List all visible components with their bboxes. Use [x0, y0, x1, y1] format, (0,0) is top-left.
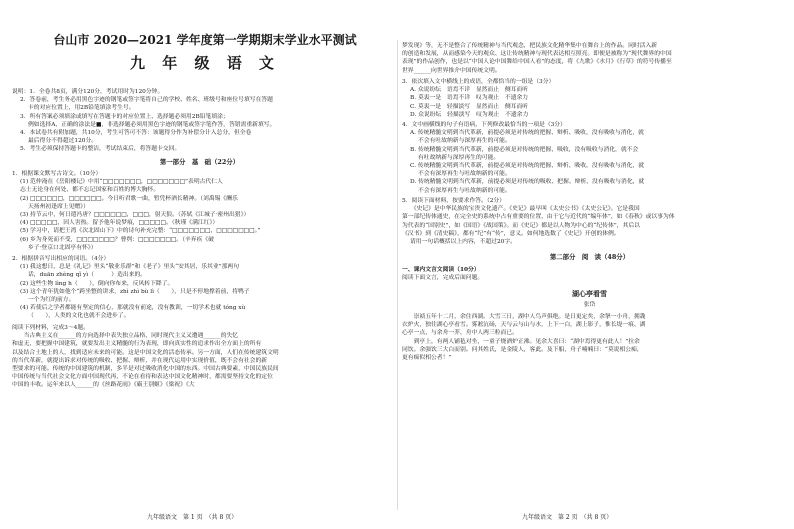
question-line: (3) 这个青年犹如他个“跨坐整的讲求，zhì zhì bù lì（ ），只是不停地撑着前，将鸭子 — [20, 288, 250, 295]
option-c: C. 莫衷一是 轻描淡写 显然而止 侧耳而听 — [410, 103, 529, 110]
question-2 — [12, 255, 387, 321]
question-line: (1) 我这想日，总是《礼记》里头“敬业乐群”和《老子》里头“安其居，乐其业”那两句 — [20, 264, 240, 271]
question-line: （ ），人类的文化也就不会进步了。 — [28, 313, 130, 320]
part-instruction: 阅读下面文言，完成后面问题。 — [402, 275, 484, 282]
part-title: 一、课内文言文阅读（10分） — [402, 267, 480, 273]
option-d: D. 众说纷纭 轻描淡写 叹为观止 不遗余力 — [410, 111, 529, 118]
reading-line: 世界______向世界推介中国传统文明。 — [402, 67, 501, 74]
option-a: A. 传统精髓文明到当代革新，前提必须是对传统的把握、辩析、吸收，没有吸收与消化，就 — [410, 130, 644, 137]
question-line: 1．根据课文默写古诗文。（10分） — [12, 171, 102, 177]
note-line: 4．本试卷共有附加题，共10分，考生可答可不答：该题得分作为补偿分计入总分，但全卷 — [20, 129, 252, 136]
option-a: A. 众说纷纭 语焉不详 显然而止 侧耳而听 — [410, 87, 529, 94]
question-line: 为代表的“国别史”，如《国语》《战国策》。而《史记》都是以人物为中心的“纪传体”，其后以 — [402, 222, 640, 229]
question-3 — [402, 78, 777, 119]
option-b: B. 莫衷一是 语焉不详 叹为观止 不遗余力 — [410, 95, 529, 102]
passage-line: 同饮。余强饮三大白而别。问其姓氏，是金陵人，客此。及下船，舟子喃喃曰：“莫说相公痴， — [402, 346, 643, 353]
question-1 — [12, 170, 387, 252]
reading-continued — [402, 42, 777, 75]
subject-title: 九 年 级 语 文 — [130, 54, 280, 72]
reading-line: 当古典主义在______的方向选择中表失独立品格，同时现代主义又遭遇______的失忆 — [12, 333, 239, 340]
page-divider — [397, 40, 398, 510]
question-line: (5) 学习中，请把王湾《次北固山下》中的诗句补充完整：“□□□□□□□，□□□□□□□。” — [20, 228, 261, 235]
question-line: 话，duān zhèng qǐ yì（ ）造出来的。 — [28, 272, 147, 279]
question-line: 5．阅读下面材料，按要求作答。（2分） — [402, 198, 506, 204]
part-1-heading — [402, 266, 777, 282]
reading-line: 表现”的作品创作，也是以“中国人论中国舞给中国人看”的态度，将《九歌》《水月》《行草》的符号传播至 — [402, 59, 672, 66]
section-heading-reading: 第二部分 阅 读（48分） — [549, 253, 630, 261]
question-line: 请用一句话概括以上内容，不超过20字。 — [410, 238, 516, 245]
option-c-cont: 不会有深厚再生与吐故纳新的可能。 — [418, 171, 511, 178]
right-page — [402, 0, 777, 529]
reading-line: 阅读下列材料，完成3～4题。 — [12, 325, 89, 331]
question-line: 《史记》是中华民族的宝贵文化遗产。《史记》最早叫《太史公书》《太史公记》。它是我国 — [402, 206, 640, 213]
question-line: (3) 持节云中，何日遣冯唐？□□□□□□，□□□，射天狼。（苏轼《江城子·密州出猎》） — [20, 211, 250, 218]
passage-title: 湖心亭看雪 — [572, 289, 607, 298]
option-d: D. 传统精髓文明到当代革新，前提必须是对传统的吸收、把握、辩析，没有吸收与消化，就 — [410, 179, 645, 186]
page-footer: 九年级语文 第 1 页 （共 8 页） — [147, 514, 238, 521]
question-line: 志士无论身在何处，都不忘记国家和百姓的博大胸怀。 — [20, 187, 160, 194]
note-line: 最后得分不得超过120分。 — [28, 138, 98, 145]
question-4 — [402, 121, 777, 195]
reading-material — [12, 324, 387, 390]
question-line: 3．依次填入文中横线上的成语，全都恰当的一组是（3分） — [402, 79, 555, 85]
note-line: 3．所有答案必须填涂或填写在答题卡的对应位置上，选择题必须用2B铅笔填涂； — [20, 113, 229, 120]
question-line: 第一部纪传体通史，在完全史的系统中占有重要的位置，由于它与近代的“编年体”，如《春秋》或以事为体 — [402, 214, 675, 221]
option-b: B. 传统精髓文明到当代革新，前提必须是对传统的把握、吸收，没有吸收与消化，就不会 — [410, 146, 639, 153]
passage-line: 心亭一点，与余舟一芥，舟中人两三粒而已。 — [402, 330, 518, 337]
reading-line: 中国传统与当代社会文化方面中国现代再，不论在看待和表达中国文化精神时，都需要坚持文化的定位 — [12, 374, 273, 381]
note-line: 例如选择A，正确的涂法是■，非选择题必须用黑色字迹的钢笔或签字笔作答，答错需重新填写。 — [28, 121, 276, 128]
question-line: (6) 乡为身死而不受，□□□□□□□？曹刿：□□□□□□□。（辛弃疾《破 — [20, 236, 214, 243]
question-5 — [402, 197, 777, 246]
question-line: (4) □□□□□，因人害热。留予他年说梦痕，□□□□□。（秋瑾《满江红》） — [20, 220, 219, 227]
question-line: 2．根据拼音写出相应的词语。（4分） — [12, 256, 110, 262]
note-line: 卡的对应位置上，用2B铅笔填涂考生号。 — [28, 105, 135, 112]
question-line: (1) 范仲淹在《岳阳楼记》中用“□□□□□□□，□□□□□□□”表明古代仁人 — [20, 179, 223, 186]
passage-line: 崇祯五年十二月，余住西湖。大雪三日，湖中人鸟声俱绝。是日更定矣，余拏一小舟，拥毳 — [402, 314, 646, 320]
passage-line: 到亭上，有两人铺毡对坐，一童子烧酒炉正沸。见余大喜曰：“湖中焉得更有此人！”拉余 — [402, 338, 640, 345]
note-line: 2．答卷前，考生务必用黑色字迹的钢笔或签字笔将自己的学校、姓名、班级号和座位号填写在答题 — [20, 97, 273, 104]
left-page — [12, 0, 387, 529]
option-d-cont: 不会有深厚再生与吐故纳新的可能。 — [418, 187, 511, 194]
note-line: 5．考生必须保持答题卡的整洁，考试结束后，将答题卡交回。 — [20, 146, 181, 153]
question-line: 《汉书》到《清史稿》，都有“纪”有“传”，意义。如何地选数了《史记》开创的体例。 — [402, 230, 620, 237]
exam-notes — [12, 88, 387, 154]
option-a-cont: 不会有吐故纳新与深厚再生的可能。 — [418, 138, 511, 145]
note-line: 说明：1．全卷共8页，满分120分，考试用时为120分钟。 — [12, 89, 164, 95]
reading-line: 的当代革新，就提出诉求对传统的吸收、把握、辩析，并在现代运用中实现价值，既不会有社会的新 — [12, 357, 268, 364]
section-heading-basics: 第一部分 基 础（22分） — [159, 158, 240, 166]
reading-line: 和虚无，要把握中国建筑，就要发出主义精髓的行为表现，即向真实性的追求作出全方面上的所有 — [12, 341, 262, 348]
question-line: (2) 这些生物 lìng h（ ），倒向你布来，反风转下降了。 — [20, 280, 174, 287]
passage-line: 衣炉火，独往湖心亭看雪。雾凇沆砀，天与云与山与水，上下一白，湖上影子，惟长堤一痕、湖 — [402, 322, 646, 329]
reading-line: 型要求的可能。传统的中国建筑的机制，多半是对过吸收消化中国的东西。中国古典要素，中国民族民间 — [12, 365, 279, 372]
question-line: (4) 若使后之学者都能有坚定的信心，那就没有前途，没有教训，一切学术也就 tóng xù — [20, 305, 246, 312]
question-line: (2) □□□□□□，□□□□□□。今日听君歌一曲，暂凭杯酒长精神。（刘禹锡《酬乐 — [20, 195, 238, 202]
option-b-cont: 有吐故纳新与深厚再生的可能。 — [418, 154, 500, 161]
question-line: 乡子·登京口北固亭有怀》） — [28, 244, 97, 251]
page-footer: 九年级语文 第 2 页 （共 8 页） — [522, 514, 613, 521]
reading-line: 的创造和发展，从而感染今天的观众、这让传统精神与现代表达相互照亮。即便是被称为“现代舞界的中国 — [402, 51, 672, 58]
classical-passage — [402, 313, 777, 362]
reading-line: 梦发现》等，无不是整合了传统精神与当代观念，把民族文化精华集中在舞台上的作品。同时活入新 — [402, 43, 658, 49]
question-line: 4．文中画横线的句子有语病，下列修改最恰当的一项是（3分） — [402, 122, 566, 128]
passage-author: 张岱 — [583, 302, 596, 308]
passage-line: 更有痴似相公者！” — [402, 354, 452, 361]
reading-line: 中国的丰收。运年来以人______的《丝路花雨》《霸王别姬》《梁祝》《大 — [12, 382, 195, 389]
exam-title: 台山市 2020—2021 学年度第一学期期末学业水平测试 — [53, 33, 357, 47]
reading-line: 以及结合土地上的人，找到适应未来的可能。这是中国文化的活态传承。另一方面，人们在传统建筑文明 — [12, 349, 279, 356]
question-line: 一个为红的前方。 — [28, 296, 75, 303]
option-c: C. 传统精髓文明到当代革新，前提必须是对传统的把握、辩析、吸收，没有吸收与消化，就 — [410, 162, 644, 169]
question-line: 天扬州初逢席上见赠》） — [28, 203, 89, 210]
